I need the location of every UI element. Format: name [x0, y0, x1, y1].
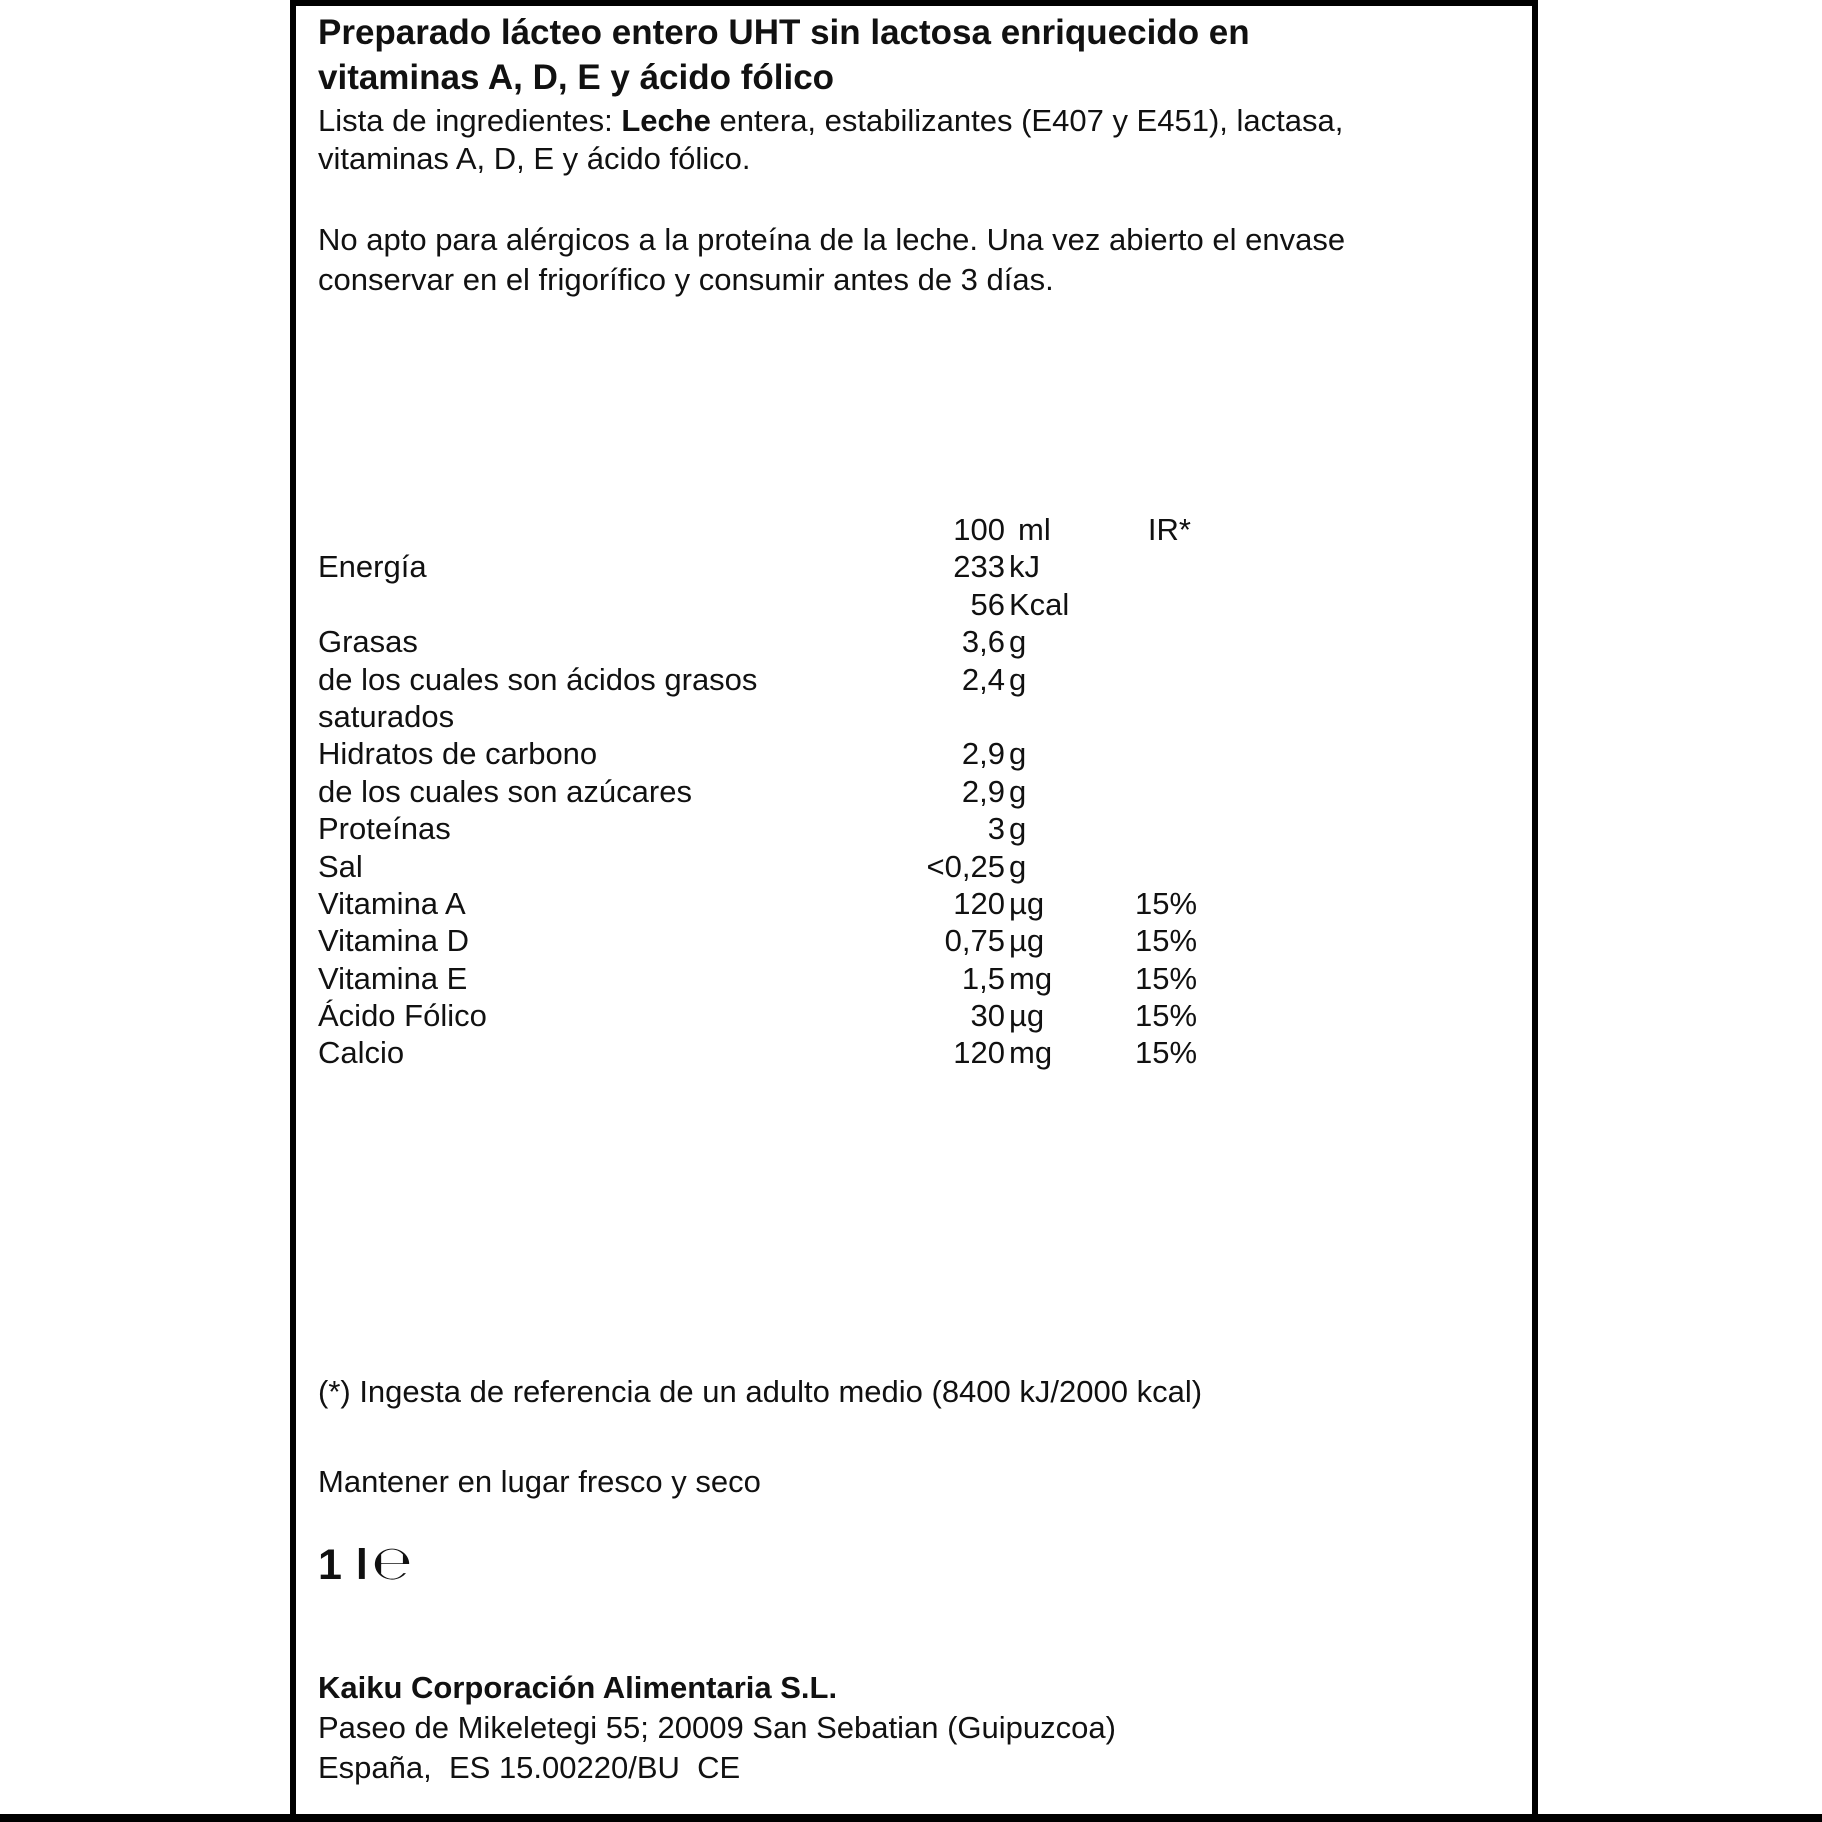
nutrition-row [318, 923, 1218, 960]
nutrient-amount: 2,9 [961, 773, 1005, 809]
nutrient-amount: 3,6 [961, 624, 1005, 660]
nutrient-unit: g [1009, 811, 1027, 847]
nutrient-amount: 120 [953, 1035, 1005, 1071]
nutrient-name: Calcio [318, 1035, 405, 1071]
allergen-warning-paragraph [318, 220, 1498, 300]
nutrient-name: Hidratos de carbono [318, 736, 598, 772]
product-title [318, 10, 1498, 100]
manufacturer-block [318, 1668, 1498, 1788]
company-address: Paseo de Mikeletegi 55; 20009 San Sebatian (Guipuzcoa) [318, 1710, 1116, 1745]
nutrient-unit: g [1009, 624, 1027, 660]
net-volume [318, 1536, 412, 1591]
company-country-registration: España, ES 15.00220/BU CE [318, 1750, 741, 1785]
allergen-warning-line1: No apto para alérgicos a la proteína de la leche. Una vez abierto el envase [318, 222, 1346, 257]
nutrition-row [318, 699, 1218, 736]
nutrient-name: Sal [318, 848, 363, 884]
amount-column-header-number: 100 [953, 512, 1005, 547]
ingredients-main-ingredient: Leche [621, 103, 711, 138]
ingredients-line2: vitaminas A, D, E y ácido fólico. [318, 141, 751, 176]
nutrient-unit: mg [1009, 960, 1053, 996]
nutrient-ir-percent: 15% [1135, 885, 1198, 921]
nutrition-row [318, 998, 1218, 1035]
nutrition-row [318, 961, 1218, 998]
nutrition-row [318, 549, 1218, 586]
nutrient-unit: g [1009, 736, 1027, 772]
nutrient-name: saturados [318, 698, 455, 734]
nutrition-row [318, 1035, 1218, 1072]
nutrient-ir-percent: 15% [1135, 998, 1198, 1034]
nutrient-name: Grasas [318, 624, 418, 660]
nutrient-name: de los cuales son ácidos grasos [318, 661, 758, 697]
nutrition-row [318, 587, 1218, 624]
reference-intake-footnote: (*) Ingesta de referencia de un adulto medio (8400 kJ/2000 kcal) [318, 1374, 1203, 1409]
nutrient-name: Vitamina A [318, 885, 466, 921]
storage-instruction: Mantener en lugar fresco y seco [318, 1464, 761, 1499]
company-name: Kaiku Corporación Alimentaria S.L. [318, 1670, 838, 1705]
nutrient-unit: Kcal [1009, 586, 1070, 622]
nutrient-name: Vitamina E [318, 960, 468, 996]
estimated-sign: ℮ [371, 1536, 412, 1591]
ingredients-paragraph [318, 102, 1498, 178]
nutrient-amount: 30 [970, 998, 1005, 1034]
nutrient-amount: 233 [953, 549, 1005, 585]
nutrition-row [318, 811, 1218, 848]
product-title-line1: Preparado lácteo entero UHT sin lactosa enriquecido en [318, 13, 1250, 52]
nutrient-amount: 120 [953, 885, 1005, 921]
nutrient-amount: 1,5 [961, 960, 1005, 996]
nutrient-unit: kJ [1009, 549, 1040, 585]
nutrient-unit: µg [1009, 885, 1045, 921]
bottom-edge-bar [0, 1814, 1822, 1822]
nutrient-unit: mg [1009, 1035, 1053, 1071]
nutrient-ir-percent: 15% [1135, 960, 1198, 996]
nutrient-amount: <0,25 [926, 848, 1005, 884]
nutrient-amount: 2,4 [961, 661, 1005, 697]
ir-column-header: IR* [1147, 512, 1191, 547]
nutrient-unit: µg [1009, 923, 1045, 959]
nutrition-row [318, 774, 1218, 811]
label-border-box [290, 0, 1538, 1822]
volume-amount: 1 l [318, 1541, 369, 1589]
amount-column-header-unit: ml [1018, 512, 1051, 547]
nutrient-name: Energía [318, 549, 427, 585]
nutrient-unit: µg [1009, 998, 1045, 1034]
nutrient-amount: 56 [970, 586, 1005, 622]
nutrition-row [318, 662, 1218, 699]
nutrient-name: Ácido Fólico [318, 998, 487, 1034]
nutrient-unit: g [1009, 848, 1027, 884]
nutrient-ir-percent: 15% [1135, 1035, 1198, 1071]
nutrition-row [318, 886, 1218, 923]
allergen-warning-line2: conservar en el frigorífico y consumir antes de 3 días. [318, 262, 1054, 297]
ingredients-prefix: Lista de ingredientes: [318, 103, 622, 138]
nutrition-table [318, 512, 1218, 1073]
nutrient-name: de los cuales son azúcares [318, 773, 692, 809]
product-title-line2: vitaminas A, D, E y ácido fólico [318, 58, 835, 97]
ingredients-line1 [318, 102, 1498, 140]
nutrient-amount: 3 [987, 811, 1005, 847]
nutrient-amount: 0,75 [944, 923, 1005, 959]
nutrient-ir-percent: 15% [1135, 923, 1198, 959]
nutrition-row [318, 624, 1218, 661]
nutrition-header-row [318, 512, 1218, 549]
nutrient-unit: g [1009, 773, 1027, 809]
nutrient-amount: 2,9 [961, 736, 1005, 772]
nutrient-unit: g [1009, 661, 1027, 697]
nutrient-name: Vitamina D [318, 923, 470, 959]
nutrition-row [318, 849, 1218, 886]
nutrition-row [318, 736, 1218, 773]
nutrient-name: Proteínas [318, 811, 451, 847]
ingredients-rest: entera, estabilizantes (E407 y E451), lactasa, [710, 103, 1344, 138]
nutrition-table-body [318, 549, 1218, 1072]
